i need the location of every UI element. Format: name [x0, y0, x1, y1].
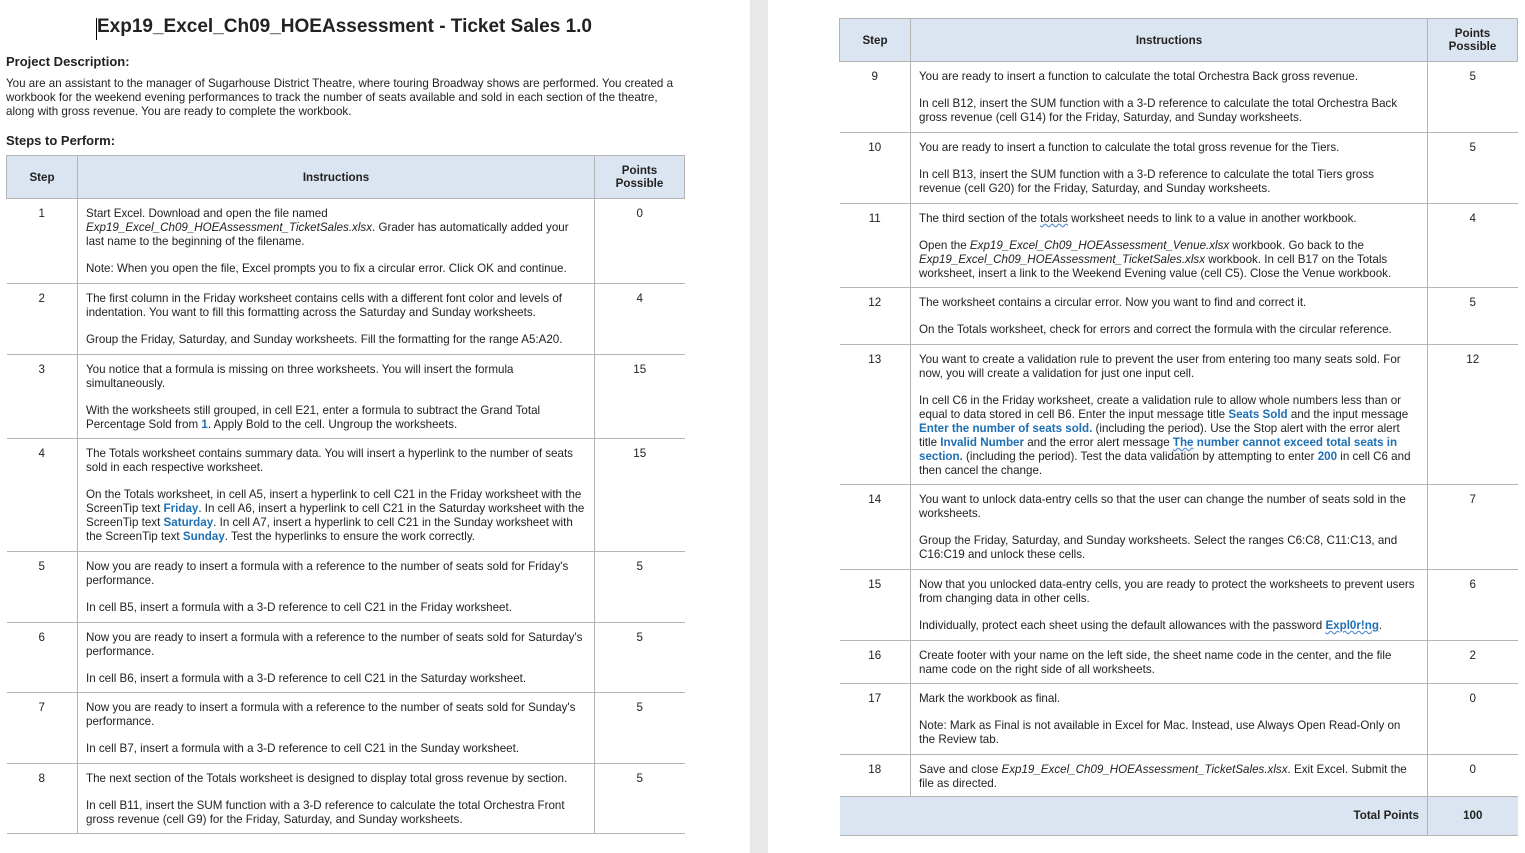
steps-table-left [6, 155, 685, 834]
step-number: 6 [7, 623, 78, 693]
step-instructions: The third section of the totals worksheet needs to link to a value in another workbook. Open the Exp19_Excel_Ch09_HOEAssessment_Venue.xlsx workbook. Go back to the Exp19_Excel_Ch09_HOEAssessment_TicketSales.xlsx workbook. In cell B17 on the Totals worksheet, insert a link to the Weekend Evening value (cell C5). Close the Venue workbook. [911, 204, 1428, 288]
table-row [7, 693, 685, 764]
step-number: 10 [840, 133, 911, 204]
table-row [7, 552, 685, 623]
step-number: 17 [840, 684, 911, 755]
step-points: 5 [595, 623, 685, 693]
step-header: Step [840, 19, 911, 62]
step-points: 4 [595, 284, 685, 355]
step-instructions: Now you are ready to insert a formula with a reference to the number of seats sold for Saturday's performance. In cell B6, insert a formula with a 3-D reference to cell C21 in the Saturday worksheet. [78, 623, 595, 693]
step-instructions: The next section of the Totals worksheet is designed to display total gross revenue by section. In cell B11, insert the SUM function with a 3-D reference to calculate the total Orchestra Front gross revenue (cell G9) for the Friday, Saturday, and Sunday worksheets. [78, 764, 595, 834]
table-row [840, 641, 1518, 684]
step-points: 5 [595, 552, 685, 623]
table-row [7, 199, 685, 284]
steps-heading: Steps to Perform: [6, 133, 116, 148]
table-row [7, 439, 685, 552]
step-instructions: You want to create a validation rule to prevent the user from entering too many seats sold. For now, you will create a validation for just one input cell. In cell C6 in the Friday worksheet, create a validation rule to allow whole numbers less than or equal to data stored in cell B6. Enter the input message title Seats Sold and the input message Enter the number of seats sold. (including the period). Use the Stop alert with the error alert title Invalid Number and the error alert message The number cannot exceed total seats in section. (including the period). Test the data validation by attempting to enter 200 in cell C6 and then cancel the change. [911, 345, 1428, 485]
step-points: 4 [1428, 204, 1518, 288]
step-points: 12 [1428, 345, 1518, 485]
table-row [840, 485, 1518, 570]
table-row [840, 133, 1518, 204]
table-row [7, 623, 685, 693]
table-header-row [840, 19, 1518, 62]
table-row [840, 62, 1518, 133]
project-description-heading: Project Description: [6, 54, 130, 69]
step-points: 5 [595, 693, 685, 764]
table-row [840, 345, 1518, 485]
step-points: 5 [1428, 133, 1518, 204]
table-row [840, 755, 1518, 797]
step-points: 5 [595, 764, 685, 834]
steps-table-right [839, 18, 1518, 836]
document-title: Exp19_Excel_Ch09_HOEAssessment - Ticket Sales 1.0 [97, 16, 592, 37]
step-instructions: You are ready to insert a function to calculate the total Orchestra Back gross revenue. In cell B12, insert the SUM function with a 3-D reference to calculate the total Orchestra Back gross revenue (cell G14) for the Friday, Saturday, and Sunday worksheets. [911, 62, 1428, 133]
step-instructions: The Totals worksheet contains summary data. You will insert a hyperlink to the number of seats sold in each respective worksheet. On the Totals worksheet, in cell A5, insert a hyperlink to cell C21 in the Friday worksheet with the ScreenTip text Friday. In cell A6, insert a hyperlink to cell C21 in the Saturday worksheet with the ScreenTip text Saturday. In cell A7, insert a hyperlink to cell C21 in the Sunday worksheet with the ScreenTip text Sunday. Test the hyperlinks to ensure the work correctly. [78, 439, 595, 552]
step-number: 16 [840, 641, 911, 684]
step-instructions: Start Excel. Download and open the file named Exp19_Excel_Ch09_HOEAssessment_TicketSales.xlsx. Grader has automatically added your last name to the beginning of the filename. Note: When you open the file, Excel prompts you to fix a circular error. Click OK and continue. [78, 199, 595, 284]
step-points: 0 [595, 199, 685, 284]
step-instructions: You are ready to insert a function to calculate the total gross revenue for the Tiers. In cell B13, insert the SUM function with a 3-D reference to calculate the total Tiers gross revenue (cell G20) for the Friday, Saturday, and Sunday worksheets. [911, 133, 1428, 204]
table-row [840, 684, 1518, 755]
step-points: 5 [1428, 62, 1518, 133]
table-row [840, 204, 1518, 288]
total-value: 100 [1428, 797, 1518, 836]
table-row [840, 570, 1518, 641]
table-row [7, 764, 685, 834]
document-page-right [768, 0, 1525, 853]
total-row [840, 797, 1518, 836]
instructions-header: Instructions [78, 156, 595, 199]
step-header: Step [7, 156, 78, 199]
step-number: 8 [7, 764, 78, 834]
document-page-left [0, 0, 750, 853]
step-number: 12 [840, 288, 911, 345]
step-points: 0 [1428, 684, 1518, 755]
step-instructions: Create footer with your name on the left side, the sheet name code in the center, and the file name code on the right side of all worksheets. [911, 641, 1428, 684]
step-number: 1 [7, 199, 78, 284]
table-row [7, 355, 685, 439]
step-points: 15 [595, 439, 685, 552]
total-label: Total Points [840, 797, 1428, 836]
points-header: Points Possible [1428, 19, 1518, 62]
step-number: 7 [7, 693, 78, 764]
step-number: 9 [840, 62, 911, 133]
step-points: 5 [1428, 288, 1518, 345]
table-row [7, 284, 685, 355]
table-row [840, 288, 1518, 345]
step-number: 4 [7, 439, 78, 552]
points-header: Points Possible [595, 156, 685, 199]
step-instructions: Now you are ready to insert a formula with a reference to the number of seats sold for Friday's performance. In cell B5, insert a formula with a 3-D reference to cell C21 in the Friday worksheet. [78, 552, 595, 623]
step-number: 15 [840, 570, 911, 641]
step-number: 13 [840, 345, 911, 485]
step-number: 11 [840, 204, 911, 288]
step-instructions: The worksheet contains a circular error. Now you want to find and correct it. On the Totals worksheet, check for errors and correct the formula with the circular reference. [911, 288, 1428, 345]
step-number: 14 [840, 485, 911, 570]
step-number: 18 [840, 755, 911, 797]
step-points: 0 [1428, 755, 1518, 797]
step-points: 15 [595, 355, 685, 439]
step-instructions: Now you are ready to insert a formula with a reference to the number of seats sold for Sunday's performance. In cell B7, insert a formula with a 3-D reference to cell C21 in the Sunday worksheet. [78, 693, 595, 764]
step-points: 6 [1428, 570, 1518, 641]
step-instructions: Save and close Exp19_Excel_Ch09_HOEAssessment_TicketSales.xlsx. Exit Excel. Submit the file as directed. [911, 755, 1428, 797]
step-number: 3 [7, 355, 78, 439]
step-points: 7 [1428, 485, 1518, 570]
step-instructions: The first column in the Friday worksheet contains cells with a different font color and levels of indentation. You want to fill this formatting across the Saturday and Sunday worksheets. Group the Friday, Saturday, and Sunday worksheets. Fill the formatting for the range A5:A20. [78, 284, 595, 355]
step-points: 2 [1428, 641, 1518, 684]
step-instructions: You want to unlock data-entry cells so that the user can change the number of seats sold in the worksheets. Group the Friday, Saturday, and Sunday worksheets. Select the ranges C6:C8, C11:C13, and C16:C19 and unlock these cells. [911, 485, 1428, 570]
table-header-row [7, 156, 685, 199]
instructions-header: Instructions [911, 19, 1428, 62]
step-instructions: You notice that a formula is missing on three worksheets. You will insert the formula simultaneously. With the worksheets still grouped, in cell E21, enter a formula to subtract the Grand Total Percentage Sold from 1. Apply Bold to the cell. Ungroup the worksheets. [78, 355, 595, 439]
step-number: 5 [7, 552, 78, 623]
step-number: 2 [7, 284, 78, 355]
step-instructions: Mark the workbook as final. Note: Mark as Final is not available in Excel for Mac. Instead, use Always Open Read-Only on the Review tab. [911, 684, 1428, 755]
step-instructions: Now that you unlocked data-entry cells, you are ready to protect the worksheets to prevent users from changing data in other cells. Individually, protect each sheet using the default allowances with the password Expl0r!ng. [911, 570, 1428, 641]
project-description: You are an assistant to the manager of Sugarhouse District Theatre, where touring Broadway shows are performed. You created a workbook for the weekend evening performances to track the number of seats available and sold in each section of the theatre, along with gross revenue. You are ready to complete the workbook. [6, 77, 674, 118]
